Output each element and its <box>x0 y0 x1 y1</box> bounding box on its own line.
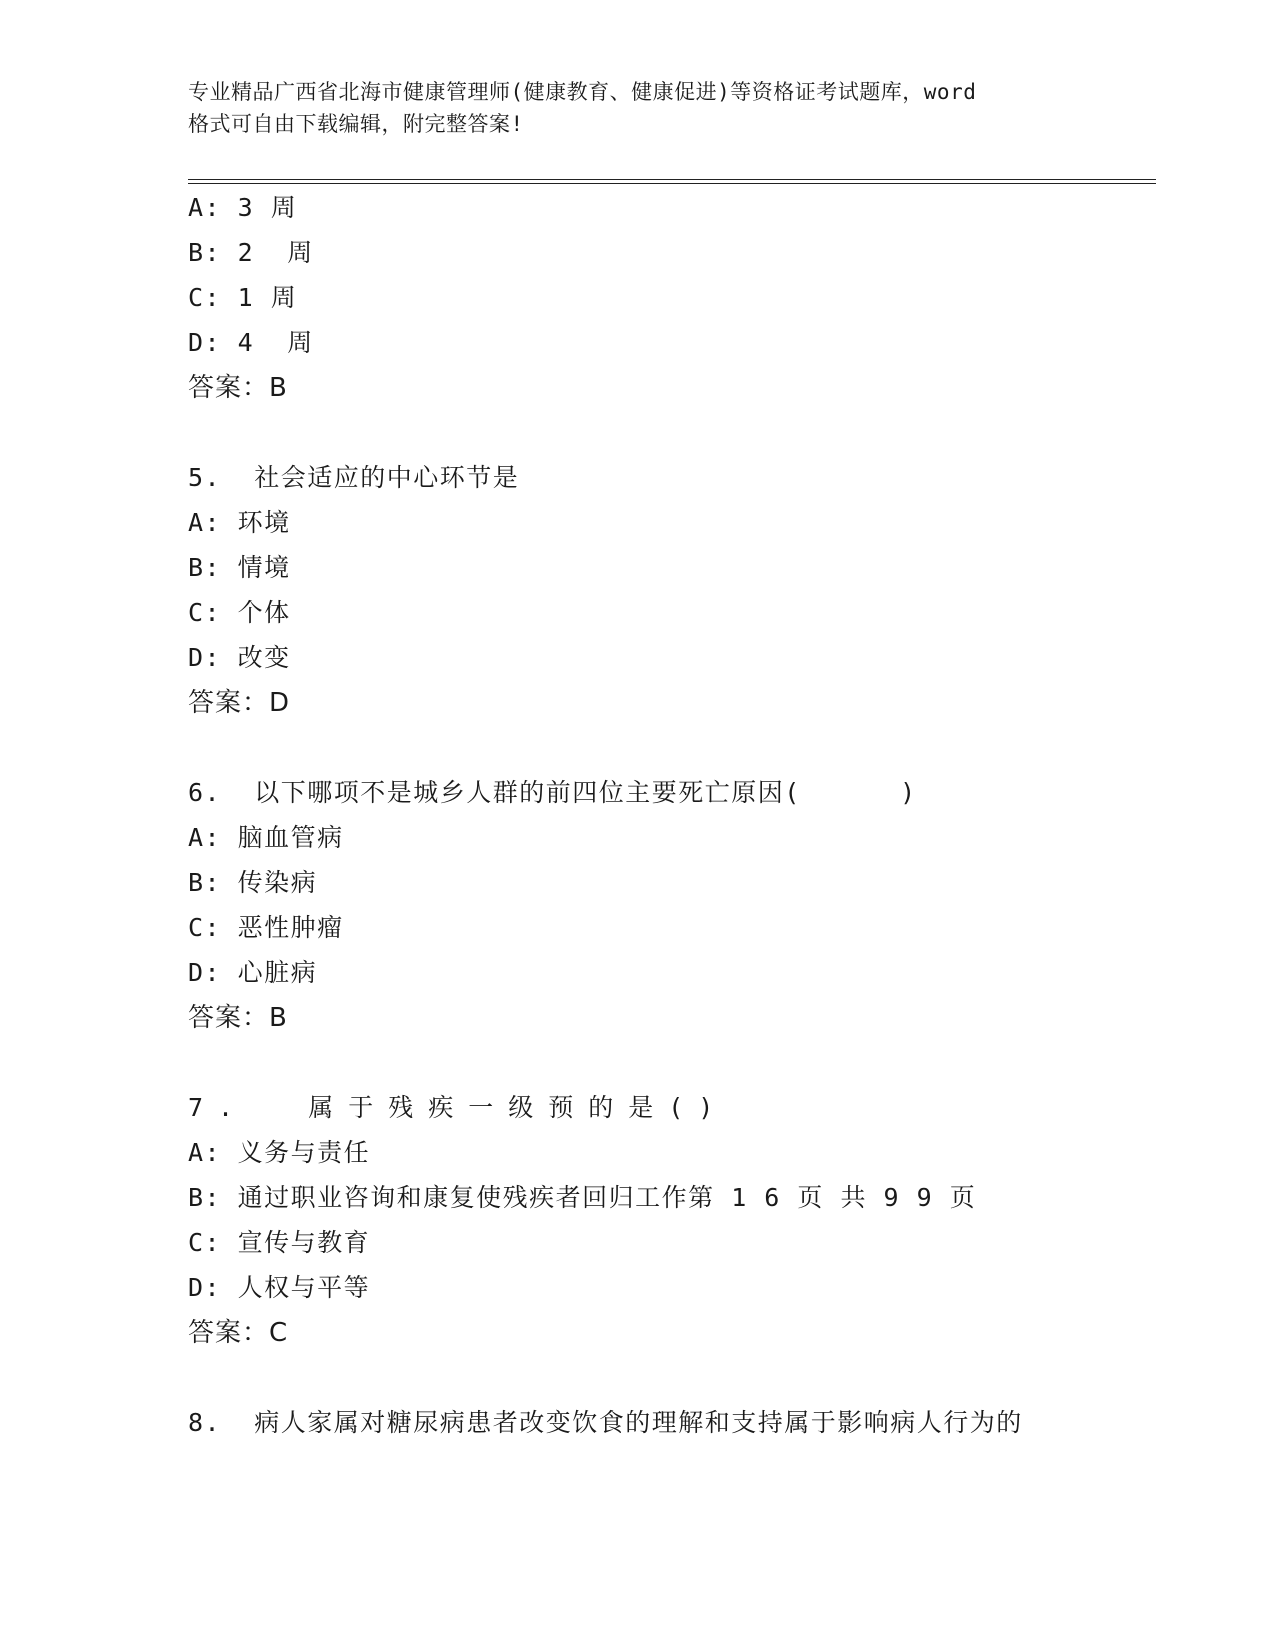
q5-option-a: A: 环境 <box>188 508 291 537</box>
q6-question: 6. 以下哪项不是城乡人群的前四位主要死亡原因( ) <box>188 778 917 807</box>
q7-option-a: A: 义务与责任 <box>188 1138 371 1167</box>
q5-option-c: C: 个体 <box>188 598 291 627</box>
q6-option-c: C: 恶性肿瘤 <box>188 913 344 942</box>
header-rule-top <box>188 179 1156 180</box>
q6-option-a: A: 脑血管病 <box>188 823 344 852</box>
q5-question: 5. 社会适应的中心环节是 <box>188 463 520 492</box>
q6-option-d: D: 心脏病 <box>188 958 318 987</box>
q7-option-d: D: 人权与平等 <box>188 1273 371 1302</box>
q4-option-d: D: 4 周 <box>188 328 314 357</box>
q5-option-d: D: 改变 <box>188 643 291 672</box>
header-line-2: 格式可自由下载编辑，附完整答案! <box>188 112 524 136</box>
q6-option-b: B: 传染病 <box>188 868 318 897</box>
q4-option-b: B: 2 周 <box>188 238 314 267</box>
q7-option-c: C: 宣传与教育 <box>188 1228 371 1257</box>
q5-answer: 答案：D <box>188 688 291 718</box>
q7-answer: 答案：C <box>188 1318 289 1348</box>
q7-question: 7. 属于残疾一级预的是() <box>188 1093 729 1122</box>
header-rule-bottom <box>188 183 1156 184</box>
q5-option-b: B: 情境 <box>188 553 291 582</box>
q4-answer: 答案：B <box>188 373 288 403</box>
document-header <box>188 76 1088 140</box>
q4-option-a: A: 3 周 <box>188 193 298 222</box>
q6-answer: 答案：B <box>188 1003 288 1033</box>
header-line-1: 专业精品广西省北海市健康管理师(健康教育、健康促进)等资格证考试题库，word <box>188 80 977 104</box>
q4-option-c: C: 1 周 <box>188 283 298 312</box>
q7-option-b: B: 通过职业咨询和康复使残疾者回归工作第 1 6 页 共 9 9 页 <box>188 1183 977 1212</box>
q8-question: 8. 病人家属对糖尿病患者改变饮食的理解和支持属于影响病人行为的 <box>188 1408 1023 1437</box>
